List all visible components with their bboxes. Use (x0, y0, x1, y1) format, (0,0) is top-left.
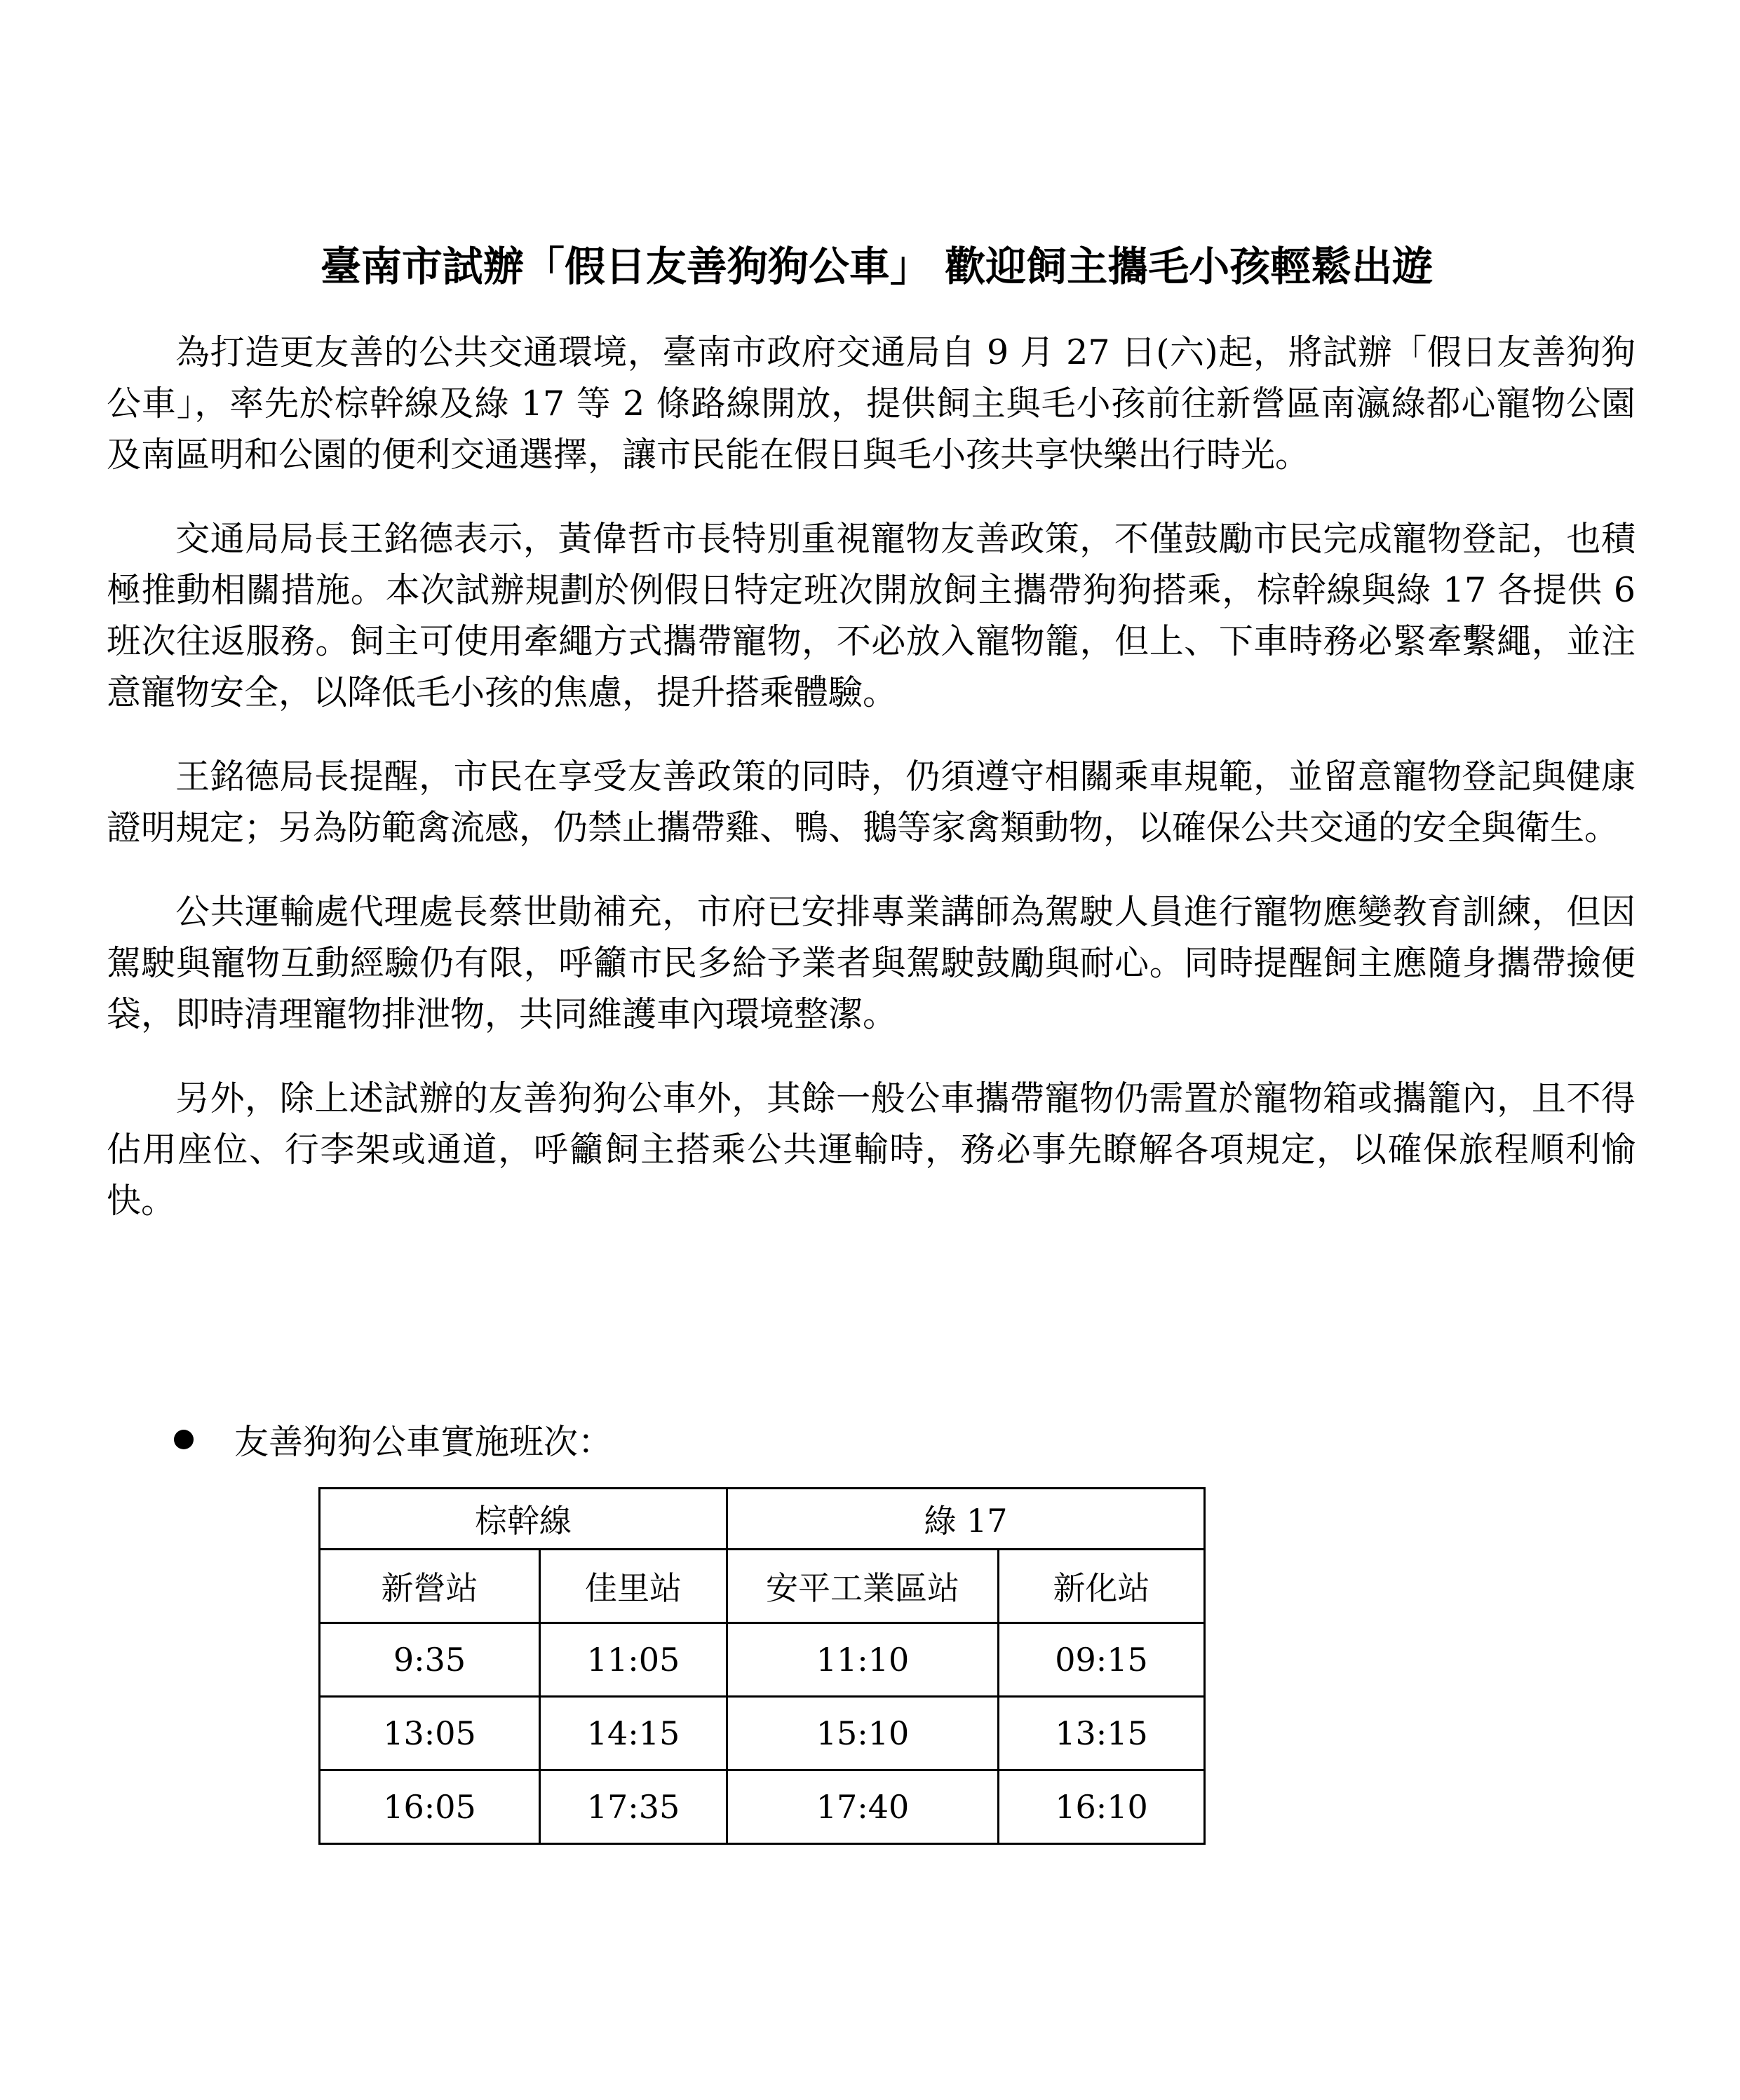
time-cell: 14:15 (540, 1697, 727, 1770)
stop-header-cell: 新化站 (999, 1550, 1205, 1623)
bullet-icon (174, 1430, 194, 1449)
time-cell: 9:35 (320, 1623, 540, 1697)
table-row (320, 1770, 1205, 1844)
route-header-cell: 棕幹線 (320, 1489, 727, 1550)
schedule-heading (174, 1411, 612, 1468)
time-cell: 17:40 (727, 1770, 999, 1844)
route-header-cell: 綠 17 (727, 1489, 1205, 1550)
table-row (320, 1697, 1205, 1770)
schedule-table (318, 1487, 1206, 1845)
time-cell: 11:10 (727, 1623, 999, 1697)
stop-header-cell: 安平工業區站 (727, 1550, 999, 1623)
time-cell: 09:15 (999, 1623, 1205, 1697)
time-cell: 17:35 (540, 1770, 727, 1844)
paragraph: 公共運輸處代理處長蔡世勛補充，市府已安排專業講師為駕駛人員進行寵物應變教育訓練，但因駕駛與寵物互動經驗仍有限，呼籲市民多給予業者與駕駛鼓勵與耐心。同時提醒飼主應隨身攜帶撿便袋，即時清理寵物排泄物，共同維護車內環境整潔。 (107, 892, 1636, 1034)
paragraph: 為打造更友善的公共交通環境，臺南市政府交通局自 9 月 27 日(六)起，將試辦「假日友善狗狗公車」，率先於棕幹線及綠 17 等 2 條路線開放，提供飼主與毛小孩前往新營區南瀛綠都心寵物公園及南區明和公園的便利交通選擇，讓市民能在假日與毛小孩共享快樂出行時光。 (107, 332, 1636, 475)
time-cell: 16:10 (999, 1770, 1205, 1844)
paragraph: 另外，除上述試辦的友善狗狗公車外，其餘一般公車攜帶寵物仍需置於寵物箱或攜籠內，且不得佔用座位、行李架或通道，呼籲飼主搭乘公共運輸時，務必事先瞭解各項規定，以確保旅程順利愉快。 (107, 1078, 1636, 1221)
body-text (107, 327, 1636, 1259)
stop-header-row (320, 1550, 1205, 1623)
stop-header-cell: 新營站 (320, 1550, 540, 1623)
time-cell: 11:05 (540, 1623, 727, 1697)
table-row (320, 1623, 1205, 1697)
stop-header-cell: 佳里站 (540, 1550, 727, 1623)
time-cell: 16:05 (320, 1770, 540, 1844)
time-cell: 15:10 (727, 1697, 999, 1770)
time-cell: 13:15 (999, 1697, 1205, 1770)
paragraph: 交通局局長王銘德表示，黃偉哲市長特別重視寵物友善政策，不僅鼓勵市民完成寵物登記，也積極推動相關措施。本次試辦規劃於例假日特定班次開放飼主攜帶狗狗搭乘，棕幹線與綠 17 各提供 6 班次往返服務。飼主可使用牽繩方式攜帶寵物，不必放入寵物籠，但上、下車時務必緊牽繫繩，並注意寵物安全，以降低毛小孩的焦慮，提升搭乘體驗。 (107, 519, 1636, 712)
route-header-row (320, 1489, 1205, 1550)
paragraph: 王銘德局長提醒，市民在享受友善政策的同時，仍須遵守相關乘車規範，並留意寵物登記與健康證明規定；另為防範禽流感，仍禁止攜帶雞、鴨、鵝等家禽類動物，以確保公共交通的安全與衛生。 (107, 757, 1636, 848)
schedule-heading-text: 友善狗狗公車實施班次： (234, 1422, 613, 1462)
time-cell: 13:05 (320, 1697, 540, 1770)
document-title: 臺南市試辦「假日友善狗狗公車」 歡迎飼主攜毛小孩輕鬆出遊 (320, 243, 1434, 290)
